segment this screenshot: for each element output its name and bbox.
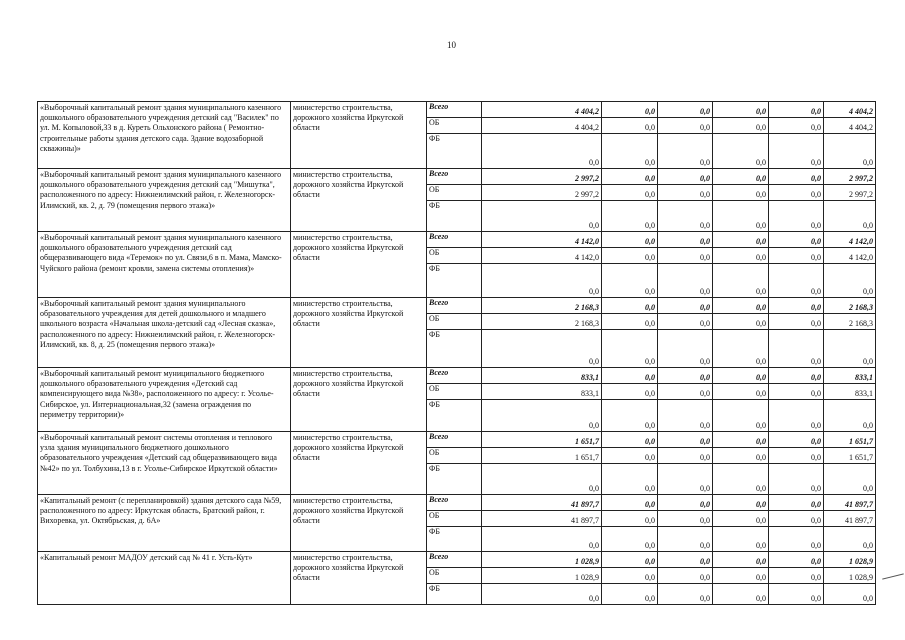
amount-cell: 0,0	[602, 448, 658, 464]
amount-cell: 0,0	[713, 185, 769, 201]
amount-cell: 0,0	[482, 584, 602, 605]
project-row-total	[38, 169, 876, 185]
amount-cell: 0,0	[713, 400, 769, 432]
responsible-department: министерство строительства, дорожного хозяйства Иркутской области	[291, 232, 427, 298]
amount-cell: 0,0	[769, 448, 824, 464]
project-description: «Капитальный ремонт (с перепланировкой) здания детского сада №59, расположенного по адресу: Иркутская область, Братский район, г. Вихоревка, ул. Октябрьская, д. 6А»	[38, 495, 291, 552]
amount-cell: 1 651,7	[824, 448, 876, 464]
amount-cell: 0,0	[769, 584, 824, 605]
funding-table	[37, 101, 876, 605]
amount-cell: 0,0	[658, 527, 713, 552]
amount-cell: 0,0	[602, 400, 658, 432]
responsible-department: министерство строительства, дорожного хозяйства Иркутской области	[291, 432, 427, 495]
amount-cell: 0,0	[482, 330, 602, 368]
table-body	[38, 102, 876, 605]
amount-cell: 4 404,2	[824, 102, 876, 118]
funding-source-label: ФБ	[427, 134, 482, 169]
amount-cell: 0,0	[769, 185, 824, 201]
project-description: «Выборочный капитальный ремонт здания муниципального казенного дошкольного образовательного учреждения детский сад общеразвивающего вида «Теремок» по ул. Связи,6 в п. Мама, Мамско-Чуйского района (ремонт кровли, замена системы отопления)»	[38, 232, 291, 298]
amount-cell: 0,0	[602, 495, 658, 511]
amount-cell: 0,0	[713, 552, 769, 568]
amount-cell: 0,0	[713, 102, 769, 118]
funding-source-label: Всего	[427, 169, 482, 185]
amount-cell: 0,0	[769, 568, 824, 584]
amount-cell: 1 028,9	[824, 568, 876, 584]
amount-cell: 0,0	[713, 448, 769, 464]
amount-cell: 0,0	[602, 568, 658, 584]
amount-cell: 0,0	[769, 232, 824, 248]
amount-cell: 0,0	[602, 584, 658, 605]
amount-cell: 0,0	[713, 118, 769, 134]
amount-cell: 0,0	[602, 527, 658, 552]
amount-cell: 0,0	[658, 568, 713, 584]
amount-cell: 4 404,2	[824, 118, 876, 134]
amount-cell: 0,0	[713, 134, 769, 169]
amount-cell: 41 897,7	[482, 511, 602, 527]
project-description: «Капитальный ремонт МАДОУ детский сад № 41 г. Усть-Кут»	[38, 552, 291, 605]
amount-cell: 0,0	[769, 201, 824, 232]
amount-cell: 0,0	[658, 169, 713, 185]
amount-cell: 4 142,0	[482, 248, 602, 264]
amount-cell: 1 028,9	[824, 552, 876, 568]
project-description: «Выборочный капитальный ремонт здания муниципального казенного дошкольного образовательного учреждения детский сад "Василек" по ул. М. Копыловой,33 в д. Куреть Ольхонского района ( Ремонтно-строительные работы здания детского сада. Здание водозаборной скважины)»	[38, 102, 291, 169]
responsible-department: министерство строительства, дорожного хозяйства Иркутской области	[291, 495, 427, 552]
responsible-department: министерство строительства, дорожного хозяйства Иркутской области	[291, 102, 427, 169]
amount-cell: 0,0	[824, 584, 876, 605]
amount-cell: 0,0	[713, 464, 769, 495]
amount-cell: 0,0	[482, 264, 602, 298]
amount-cell: 0,0	[658, 330, 713, 368]
amount-cell: 2 168,3	[482, 298, 602, 314]
amount-cell: 2 997,2	[824, 169, 876, 185]
amount-cell: 0,0	[602, 134, 658, 169]
amount-cell: 1 651,7	[482, 448, 602, 464]
amount-cell: 0,0	[482, 464, 602, 495]
amount-cell: 2 168,3	[824, 314, 876, 330]
amount-cell: 833,1	[482, 368, 602, 384]
amount-cell: 0,0	[602, 432, 658, 448]
amount-cell: 0,0	[769, 118, 824, 134]
amount-cell: 0,0	[713, 432, 769, 448]
page-number: 10	[447, 40, 456, 50]
funding-source-label: ФБ	[427, 330, 482, 368]
amount-cell: 0,0	[713, 232, 769, 248]
amount-cell: 0,0	[769, 384, 824, 400]
amount-cell: 0,0	[824, 330, 876, 368]
amount-cell: 0,0	[713, 201, 769, 232]
project-description: «Выборочный капитальный ремонт здания муниципального казенного дошкольного образовательного учреждения детский сад "Мишутка", расположенного по адресу: Нижнеилимский район, г. Железногорск-Илимский, кв. 2, д. 79 (помещения первого этажа)»	[38, 169, 291, 232]
amount-cell: 0,0	[713, 298, 769, 314]
amount-cell: 0,0	[602, 552, 658, 568]
funding-source-label: ОБ	[427, 511, 482, 527]
funding-source-label: ФБ	[427, 464, 482, 495]
pen-mark	[882, 573, 904, 579]
amount-cell: 0,0	[602, 169, 658, 185]
funding-source-label: Всего	[427, 298, 482, 314]
amount-cell: 0,0	[713, 330, 769, 368]
project-description: «Выборочный капитальный ремонт здания муниципального образовательного учреждения для детей дошкольного и младшего школьного возраста «Начальная школа-детский сад «Лесная сказка», расположенного по адресу: Нижнеилимский район, г. Железногорск-Илимский, кв. 8, д. 25 (помещения первого этажа)»	[38, 298, 291, 368]
amount-cell: 0,0	[769, 511, 824, 527]
amount-cell: 0,0	[658, 432, 713, 448]
amount-cell: 0,0	[769, 134, 824, 169]
amount-cell: 0,0	[658, 384, 713, 400]
amount-cell: 2 168,3	[824, 298, 876, 314]
amount-cell: 0,0	[824, 527, 876, 552]
amount-cell: 0,0	[658, 448, 713, 464]
amount-cell: 833,1	[824, 368, 876, 384]
amount-cell: 0,0	[658, 552, 713, 568]
amount-cell: 0,0	[769, 552, 824, 568]
amount-cell: 0,0	[658, 511, 713, 527]
amount-cell: 41 897,7	[482, 495, 602, 511]
funding-source-label: ОБ	[427, 185, 482, 201]
funding-source-label: ОБ	[427, 118, 482, 134]
amount-cell: 4 142,0	[824, 248, 876, 264]
funding-table-sheet	[37, 101, 875, 605]
amount-cell: 0,0	[658, 248, 713, 264]
amount-cell: 0,0	[658, 264, 713, 298]
amount-cell: 0,0	[658, 464, 713, 495]
amount-cell: 41 897,7	[824, 495, 876, 511]
amount-cell: 0,0	[602, 264, 658, 298]
amount-cell: 2 168,3	[482, 314, 602, 330]
amount-cell: 4 404,2	[482, 102, 602, 118]
amount-cell: 0,0	[602, 464, 658, 495]
amount-cell: 0,0	[769, 330, 824, 368]
amount-cell: 0,0	[769, 298, 824, 314]
funding-source-label: ОБ	[427, 448, 482, 464]
project-row-total	[38, 102, 876, 118]
amount-cell: 0,0	[658, 102, 713, 118]
responsible-department: министерство строительства, дорожного хозяйства Иркутской области	[291, 169, 427, 232]
responsible-department: министерство строительства, дорожного хозяйства Иркутской области	[291, 552, 427, 605]
amount-cell: 0,0	[482, 134, 602, 169]
amount-cell: 0,0	[602, 330, 658, 368]
amount-cell: 2 997,2	[482, 169, 602, 185]
amount-cell: 0,0	[658, 314, 713, 330]
project-description: «Выборочный капитальный ремонт системы отопления и теплового узла здания муниципального бюджетного дошкольного образовательного учреждения «Детский сад общеразвивающего вида №42» по ул. Толбухина,13 в г. Усолье-Сибирское Иркутской области»	[38, 432, 291, 495]
funding-source-label: ФБ	[427, 264, 482, 298]
amount-cell: 0,0	[824, 264, 876, 298]
amount-cell: 0,0	[769, 432, 824, 448]
amount-cell: 4 142,0	[482, 232, 602, 248]
amount-cell: 0,0	[658, 185, 713, 201]
funding-source-label: Всего	[427, 232, 482, 248]
amount-cell: 1 028,9	[482, 568, 602, 584]
amount-cell: 0,0	[769, 400, 824, 432]
amount-cell: 0,0	[658, 495, 713, 511]
amount-cell: 0,0	[769, 264, 824, 298]
amount-cell: 0,0	[713, 368, 769, 384]
project-row-total	[38, 368, 876, 384]
amount-cell: 0,0	[602, 248, 658, 264]
amount-cell: 0,0	[824, 400, 876, 432]
amount-cell: 0,0	[713, 495, 769, 511]
funding-source-label: ОБ	[427, 248, 482, 264]
amount-cell: 0,0	[824, 201, 876, 232]
funding-source-label: ФБ	[427, 400, 482, 432]
amount-cell: 0,0	[602, 298, 658, 314]
funding-source-label: Всего	[427, 432, 482, 448]
amount-cell: 0,0	[658, 201, 713, 232]
amount-cell: 0,0	[713, 248, 769, 264]
funding-source-label: Всего	[427, 102, 482, 118]
amount-cell: 0,0	[602, 384, 658, 400]
amount-cell: 0,0	[713, 511, 769, 527]
amount-cell: 0,0	[658, 232, 713, 248]
amount-cell: 0,0	[713, 527, 769, 552]
amount-cell: 0,0	[713, 264, 769, 298]
amount-cell: 0,0	[602, 368, 658, 384]
amount-cell: 0,0	[769, 314, 824, 330]
amount-cell: 0,0	[482, 527, 602, 552]
amount-cell: 0,0	[482, 201, 602, 232]
amount-cell: 0,0	[602, 185, 658, 201]
amount-cell: 833,1	[824, 384, 876, 400]
amount-cell: 0,0	[713, 568, 769, 584]
project-row-total	[38, 298, 876, 314]
funding-source-label: ФБ	[427, 527, 482, 552]
amount-cell: 1 651,7	[482, 432, 602, 448]
amount-cell: 0,0	[769, 102, 824, 118]
amount-cell: 0,0	[658, 298, 713, 314]
project-row-total	[38, 232, 876, 248]
amount-cell: 0,0	[769, 169, 824, 185]
amount-cell: 41 897,7	[824, 511, 876, 527]
amount-cell: 0,0	[658, 134, 713, 169]
project-row-total	[38, 495, 876, 511]
amount-cell: 0,0	[482, 400, 602, 432]
amount-cell: 0,0	[658, 400, 713, 432]
amount-cell: 0,0	[713, 384, 769, 400]
amount-cell: 0,0	[602, 102, 658, 118]
responsible-department: министерство строительства, дорожного хозяйства Иркутской области	[291, 368, 427, 432]
amount-cell: 0,0	[602, 314, 658, 330]
amount-cell: 0,0	[713, 584, 769, 605]
amount-cell: 4 142,0	[824, 232, 876, 248]
project-row-total	[38, 552, 876, 568]
amount-cell: 1 651,7	[824, 432, 876, 448]
funding-source-label: Всего	[427, 368, 482, 384]
project-description: «Выборочный капитальный ремонт муниципального бюджетного дошкольного образовательного учреждения «Детский сад компенсирующего вида №38», расположенного по адресу: г. Усолье-Сибирское, ул. Интернациональная,32 (замена ограждения по периметру территории)»	[38, 368, 291, 432]
amount-cell: 2 997,2	[824, 185, 876, 201]
amount-cell: 0,0	[602, 511, 658, 527]
amount-cell: 4 404,2	[482, 118, 602, 134]
amount-cell: 0,0	[769, 368, 824, 384]
amount-cell: 833,1	[482, 384, 602, 400]
amount-cell: 0,0	[658, 368, 713, 384]
amount-cell: 0,0	[713, 314, 769, 330]
amount-cell: 0,0	[769, 495, 824, 511]
amount-cell: 0,0	[602, 232, 658, 248]
funding-source-label: ОБ	[427, 384, 482, 400]
funding-source-label: ОБ	[427, 314, 482, 330]
responsible-department: министерство строительства, дорожного хозяйства Иркутской области	[291, 298, 427, 368]
funding-source-label: ОБ	[427, 568, 482, 584]
amount-cell: 0,0	[824, 134, 876, 169]
amount-cell: 0,0	[602, 201, 658, 232]
amount-cell: 0,0	[769, 248, 824, 264]
funding-source-label: ФБ	[427, 584, 482, 605]
amount-cell: 0,0	[658, 584, 713, 605]
amount-cell: 0,0	[769, 527, 824, 552]
project-row-total	[38, 432, 876, 448]
amount-cell: 0,0	[713, 169, 769, 185]
amount-cell: 2 997,2	[482, 185, 602, 201]
amount-cell: 0,0	[824, 464, 876, 495]
funding-source-label: ФБ	[427, 201, 482, 232]
funding-source-label: Всего	[427, 552, 482, 568]
amount-cell: 1 028,9	[482, 552, 602, 568]
amount-cell: 0,0	[769, 464, 824, 495]
funding-source-label: Всего	[427, 495, 482, 511]
amount-cell: 0,0	[602, 118, 658, 134]
amount-cell: 0,0	[658, 118, 713, 134]
